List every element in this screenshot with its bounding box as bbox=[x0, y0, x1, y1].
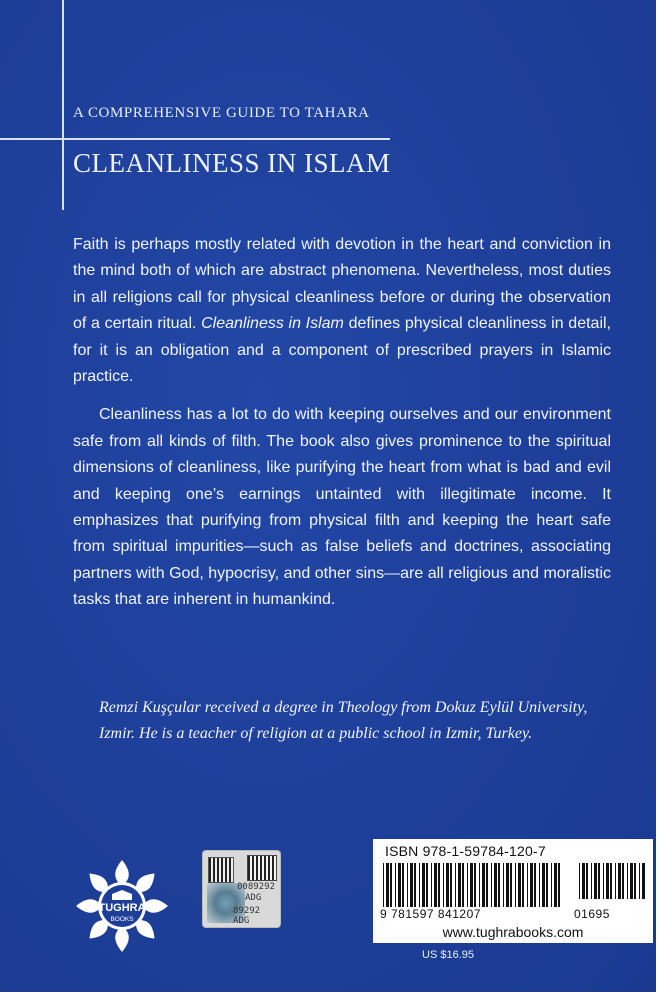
barcode-bar bbox=[558, 863, 560, 907]
barcode-bar bbox=[419, 863, 420, 907]
blurb-p1-part-a: Faith is perhaps mostly related with devotion in the heart and conviction in the mind both of which are abstract phenomena. Nevertheless, most duties in all religions call for physical cleanliness before or during the observation of a certain ritual. bbox=[73, 236, 611, 333]
barcode-bar bbox=[426, 863, 428, 907]
isbn-label: ISBN 978-1-59784-120-7 bbox=[385, 843, 546, 859]
horizontal-rule bbox=[0, 138, 390, 140]
barcode-bar bbox=[546, 863, 548, 907]
barcode-bar bbox=[591, 863, 592, 899]
barcode-bar bbox=[522, 863, 524, 907]
barcode-bar bbox=[515, 863, 516, 907]
barcode-bar bbox=[618, 863, 621, 899]
barcode-bar bbox=[458, 863, 461, 907]
barcode-bar bbox=[383, 863, 384, 907]
barcode-bar bbox=[606, 863, 609, 899]
barcode-bar bbox=[503, 863, 504, 907]
barcode-bar bbox=[622, 863, 624, 899]
barcode-bar bbox=[467, 863, 468, 907]
barcode-bar bbox=[434, 863, 437, 907]
barcode-bar bbox=[634, 863, 636, 899]
barcode-bar bbox=[630, 863, 633, 899]
barcode-bar bbox=[446, 863, 449, 907]
barcode-bar bbox=[410, 863, 413, 907]
barcode-bar bbox=[395, 863, 396, 907]
price-label: US $16.95 bbox=[422, 949, 474, 961]
barcode-bar bbox=[498, 863, 500, 907]
barcode-bar bbox=[494, 863, 497, 907]
barcode-bar bbox=[542, 863, 545, 907]
publisher-website: www.tughrabooks.com bbox=[442, 924, 584, 940]
blurb-paragraph-1 bbox=[73, 232, 611, 390]
barcode-bar bbox=[610, 863, 612, 899]
barcode-bar bbox=[482, 863, 485, 907]
book-title: CLEANLINESS IN ISLAM bbox=[73, 148, 391, 178]
vertical-rule bbox=[62, 0, 64, 210]
barcode-bar bbox=[534, 863, 536, 907]
barcode-bar bbox=[642, 863, 645, 899]
blurb bbox=[73, 232, 611, 626]
barcode-bar bbox=[402, 863, 404, 907]
library-sticker bbox=[203, 851, 280, 927]
barcode-bar bbox=[579, 863, 580, 899]
barcode-bar bbox=[455, 863, 456, 907]
barcode-main-digits: 9 781597 841207 bbox=[380, 907, 481, 921]
logo-text-books: BOOKS bbox=[110, 916, 134, 923]
sticker-barcode-icon bbox=[247, 855, 277, 881]
barcode-bar bbox=[470, 863, 473, 907]
barcode-bar bbox=[510, 863, 512, 907]
barcode-bar bbox=[594, 863, 597, 899]
barcode-block bbox=[373, 839, 653, 943]
barcode-bar bbox=[615, 863, 616, 899]
barcode-bar bbox=[398, 863, 401, 907]
barcode-bar bbox=[390, 863, 392, 907]
logo-text-tughra: TUGHRA bbox=[98, 902, 146, 914]
barcode-bar bbox=[443, 863, 444, 907]
barcode-bar bbox=[518, 863, 521, 907]
barcode-bar bbox=[431, 863, 432, 907]
barcode-bar bbox=[506, 863, 509, 907]
barcode-bar bbox=[479, 863, 480, 907]
barcode-bar bbox=[491, 863, 492, 907]
barcode-bar bbox=[554, 863, 557, 907]
barcode-bar bbox=[539, 863, 540, 907]
barcode-bar bbox=[414, 863, 416, 907]
barcode-bar bbox=[582, 863, 585, 899]
isbn-barcode bbox=[383, 863, 645, 907]
blurb-paragraph-2: Cleanliness has a lot to do with keeping ourselves and our environment safe from all kinds of filth. The book also gives prominence to the spiritual dimensions of cleanliness, like purifying the heart from what is bad and evil and keeping one’s earnings untainted with illegitimate income. It emphasizes that purifying from physical filth and keeping the heart safe from spiritual impurities—such as false beliefs and doctrines, associating partners with God, hypocrisy, and other sins—are all religious and moralistic tasks that are inherent in humankind. bbox=[73, 406, 611, 609]
barcode-bar bbox=[639, 863, 640, 899]
blurb-p1-part-b: defines physical cleanliness in detail, for it is an obligation and a component of prescribed prayers in Islamic practice. bbox=[73, 315, 612, 386]
barcode-bar bbox=[486, 863, 488, 907]
barcode-bar bbox=[438, 863, 440, 907]
sticker-code-1: 0089292 bbox=[237, 882, 275, 892]
barcode-bar bbox=[527, 863, 528, 907]
barcode-bar bbox=[551, 863, 552, 907]
barcode-bar bbox=[407, 863, 408, 907]
qr-code-icon bbox=[208, 857, 234, 883]
barcode-bar bbox=[386, 863, 389, 907]
sticker-code-3: 89292 ADG bbox=[233, 906, 261, 926]
sticker-code-2: ADG bbox=[245, 893, 262, 903]
barcode-bar bbox=[598, 863, 600, 899]
author-bio: Remzi Kuşçular received a degree in Theology from Dokuz Eylül University, Izmir. He is a teacher of religion at a public school in Izmir, Turkey. bbox=[99, 699, 588, 743]
barcode-bar bbox=[474, 863, 476, 907]
barcode-bar bbox=[462, 863, 464, 907]
barcode-bar bbox=[422, 863, 425, 907]
barcode-bar bbox=[450, 863, 452, 907]
barcode-bar bbox=[603, 863, 604, 899]
barcode-addon-digits: 01695 bbox=[574, 907, 610, 921]
book-subtitle: A COMPREHENSIVE GUIDE TO TAHARA bbox=[73, 105, 370, 121]
barcode-bar bbox=[530, 863, 533, 907]
tughra-books-logo bbox=[74, 858, 170, 954]
barcode-bar bbox=[627, 863, 628, 899]
blurb-p1-book-title: Cleanliness in Islam bbox=[201, 315, 344, 333]
barcode-bar bbox=[586, 863, 588, 899]
